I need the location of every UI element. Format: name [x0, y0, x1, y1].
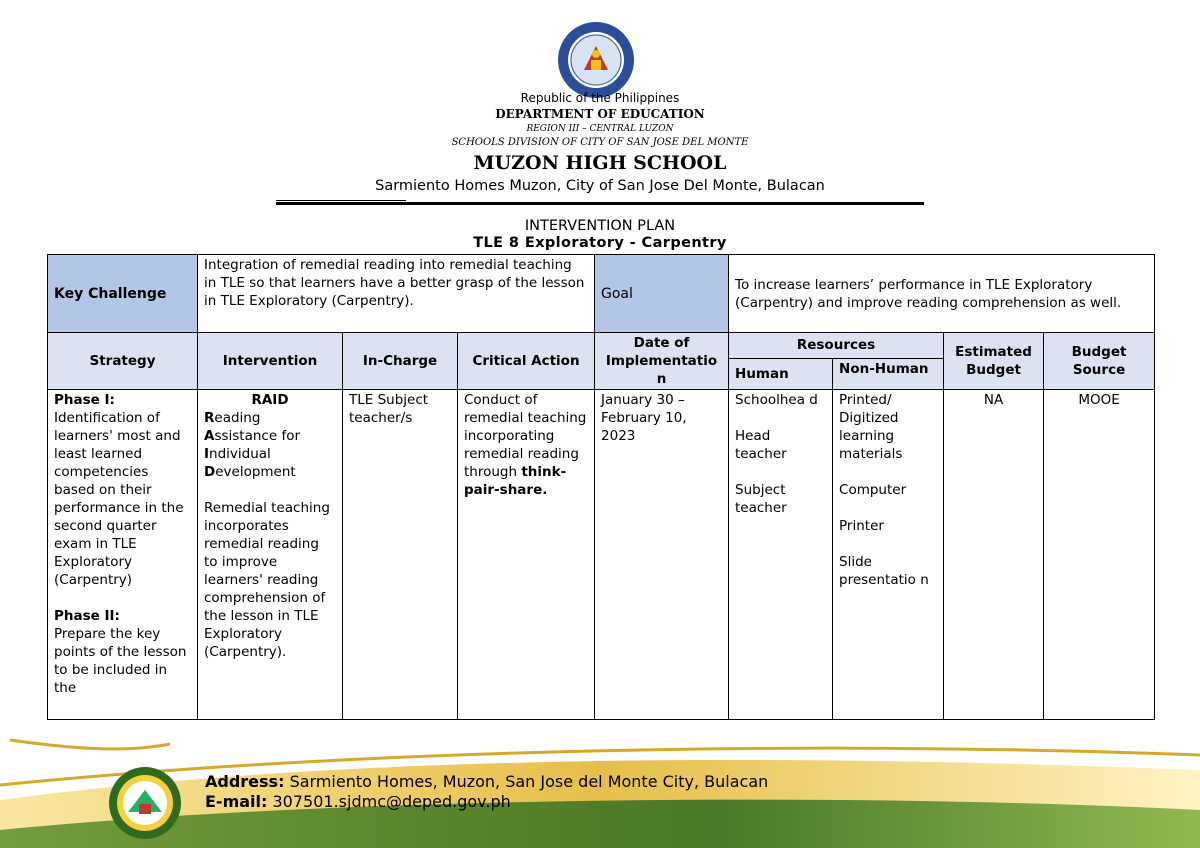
human-item: Head teacher: [735, 428, 787, 462]
footer-email-label: E-mail:: [205, 792, 268, 811]
col-date: Date of Implementatio n: [595, 333, 729, 390]
raid-word-3: Individual: [204, 446, 271, 462]
plan-subtitle: TLE 8 Exploratory - Carpentry: [473, 235, 727, 251]
key-challenge-label: Key Challenge: [48, 255, 198, 333]
key-challenge-row: [48, 255, 1155, 333]
intervention-text: Remedial teaching incorporates remedial reading to improve learners' reading comprehension of the lesson in TLE Exploratory (Carpentry).: [204, 500, 330, 660]
phase2-text: Prepare the key points of the lesson to be included in the: [54, 626, 187, 696]
col-in-charge: In-Charge: [343, 333, 458, 390]
phase1-text: Identification of learners' most and least learned competencies based on their performance in the second quarter exam in TLE Exploratory (Carpentry): [54, 410, 184, 588]
division-line: SCHOOLS DIVISION OF CITY OF SAN JOSE DEL MONTE: [451, 137, 749, 148]
non-human-item: Slide presentatio n: [839, 554, 929, 588]
raid-word-2: Assistance for: [204, 428, 301, 444]
date-cell: January 30 – February 10, 2023: [595, 390, 729, 720]
republic-line: Republic of the Philippines: [520, 91, 680, 105]
raid-word-1: Reading: [204, 410, 261, 426]
human-item: Subject teacher: [735, 482, 787, 516]
budget-source-cell: MOOE: [1044, 390, 1155, 720]
critical-action-text: Conduct of remedial teaching incorporating remedial reading through: [464, 392, 587, 480]
raid-title: RAID: [251, 392, 289, 408]
human-item: Schoolhea d: [735, 392, 818, 408]
estimated-budget-cell: NA: [944, 390, 1044, 720]
col-resources: Resources: [729, 333, 944, 359]
school-logo-icon: [108, 766, 182, 840]
department-line: DEPARTMENT OF EDUCATION: [495, 107, 705, 121]
intervention-cell: [198, 390, 343, 720]
col-human: Human: [729, 359, 833, 390]
phase2-label: Phase II:: [54, 608, 120, 624]
footer-address-label: Address:: [205, 772, 285, 791]
school-address: Sarmiento Homes Muzon, City of San Jose Del Monte, Bulacan: [375, 178, 825, 194]
non-human-resources-cell: [833, 390, 944, 720]
region-line: REGION III – CENTRAL LUZON: [526, 124, 674, 134]
non-human-item: Printer: [839, 518, 884, 534]
goal-label: Goal: [595, 255, 729, 333]
footer-email-text: 307501.sjdmc@deped.gov.ph: [272, 792, 511, 811]
col-budget-source: Budget Source: [1044, 333, 1155, 390]
plan-row: [48, 390, 1155, 720]
footer-address-text: Sarmiento Homes, Muzon, San Jose del Monte City, Bulacan: [289, 772, 769, 791]
non-human-item: Printed/ Digitized learning materials: [839, 392, 903, 462]
col-strategy: Strategy: [48, 333, 198, 390]
goal-text: To increase learners’ performance in TLE Exploratory (Carpentry) and improve reading comprehension as well.: [729, 255, 1155, 333]
critical-action-cell: [458, 390, 595, 720]
in-charge-cell: TLE Subject teacher/s: [343, 390, 458, 720]
plan-title: INTERVENTION PLAN: [524, 218, 676, 234]
col-estimated-budget: Estimated Budget: [944, 333, 1044, 390]
human-resources-cell: [729, 390, 833, 720]
header-rule-thin: [276, 200, 406, 201]
critical-action-strategy: think-pair-share.: [464, 464, 567, 498]
col-intervention: Intervention: [198, 333, 343, 390]
header-rule: [276, 202, 924, 205]
raid-word-4: Development: [204, 464, 296, 480]
key-challenge-text: Integration of remedial reading into remedial teaching in TLE so that learners have a better grasp of the lesson in TLE Exploratory (Carpentry).: [198, 255, 595, 333]
school-name: MUZON HIGH SCHOOL: [473, 152, 727, 174]
deped-seal-icon: [556, 20, 636, 100]
strategy-cell: [48, 390, 198, 720]
non-human-item: Computer: [839, 482, 907, 498]
footer-email: [205, 792, 511, 811]
footer-address: [205, 772, 768, 791]
col-critical-action: Critical Action: [458, 333, 595, 390]
column-header-row-1: [48, 333, 1155, 359]
intervention-plan-table: [47, 254, 1155, 720]
col-non-human: Non-Human: [833, 359, 944, 390]
phase1-label: Phase I:: [54, 392, 115, 408]
